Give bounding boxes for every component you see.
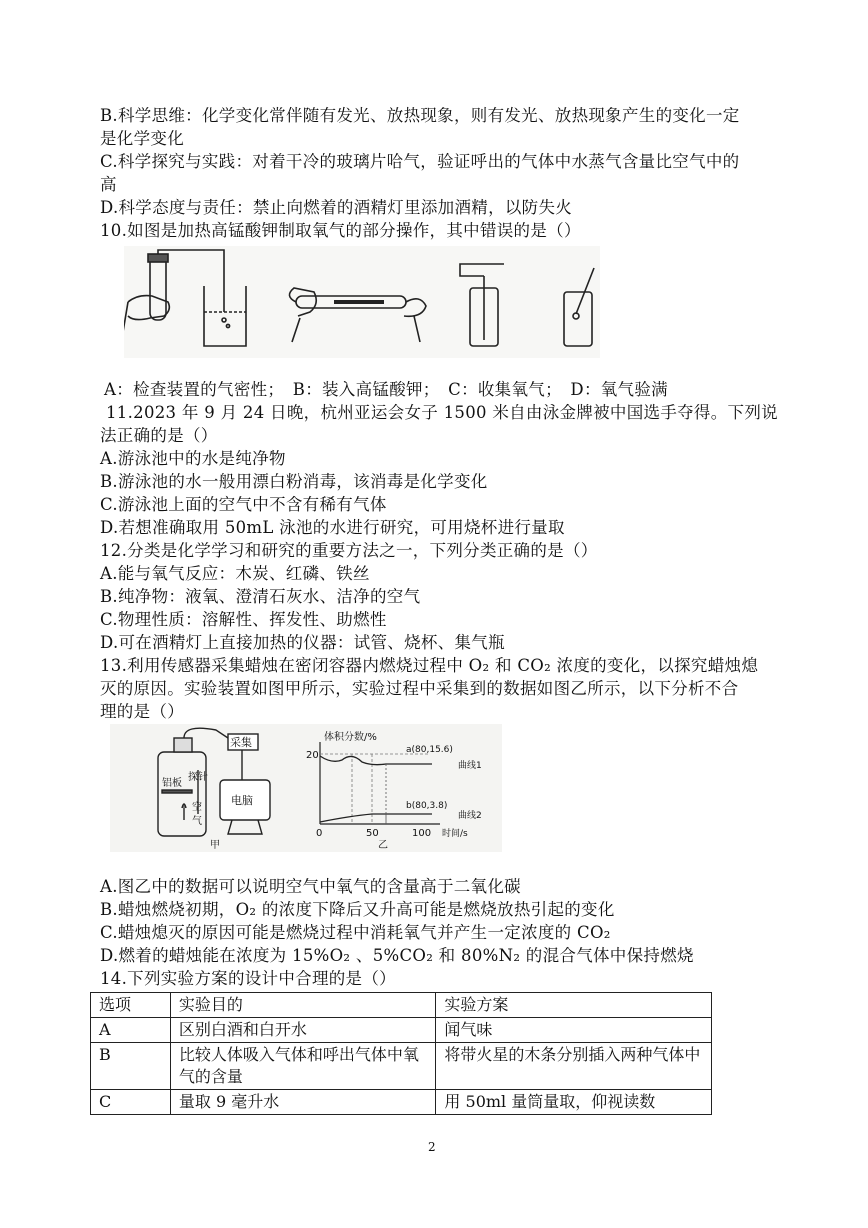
plate-label: 铝板: [162, 778, 182, 789]
question-11-stem: 11.2023 年 9 月 24 日晚，杭州亚运会女子 1500 米自由泳金牌被中国选手夺得。下列说: [106, 403, 778, 422]
option-line: D.可在酒精灯上直接加热的仪器：试管、烧杯、集气瓶: [100, 633, 505, 652]
x-tick-0: 0: [316, 828, 323, 839]
option-line: C.科学探究与实践：对着干冷的玻璃片哈气，验证呼出的气体中水蒸气含量比空气中的: [100, 152, 740, 171]
option-line: A.图乙中的数据可以说明空气中氧气的含量高于二氧化碳: [100, 877, 521, 896]
table-header-row: [91, 993, 712, 1018]
table-header: 实验目的: [170, 993, 436, 1018]
yi-label: 乙: [378, 840, 388, 851]
table-cell: 区别白酒和白开水: [170, 1018, 436, 1043]
y-tick-20: 20: [306, 750, 319, 761]
option-line: 是化学变化: [100, 129, 184, 148]
x-tick-100: 100: [412, 828, 432, 839]
computer-label: 电脑: [231, 794, 253, 807]
option-line: A.游泳池中的水是纯净物: [100, 449, 286, 468]
q13-figure: [110, 724, 502, 852]
question-14-stem: 14.下列实验方案的设计中合理的是（）: [100, 969, 396, 988]
option-line: C.游泳池上面的空气中不含有稀有气体: [100, 495, 387, 514]
collector-label: 采集: [230, 736, 252, 749]
experiment-table: [90, 992, 712, 1115]
x-axis-label: 时间/s: [442, 829, 468, 839]
option-line: B.游泳池的水一般用漂白粉消毒，该消毒是化学变化: [100, 472, 488, 491]
option-line: B.蜡烛燃烧初期，O₂ 的浓度下降后又升高可能是燃烧放热引起的变化: [100, 900, 615, 919]
jia-label: 甲: [210, 840, 220, 851]
y-axis-label: 体积分数/%: [324, 732, 377, 743]
table-cell: 用 50ml 量筒量取，仰视读数: [436, 1090, 712, 1115]
q10-apparatus-figure: [124, 246, 600, 358]
option-line: 高: [100, 175, 117, 194]
option-line: B.科学思维：化学变化常伴随有发光、放热现象，则有发光、放热现象产生的变化一定: [100, 106, 740, 125]
table-header: 选项: [91, 993, 171, 1018]
question-12-stem: 12.分类是化学学习和研究的重要方法之一，下列分类正确的是（）: [100, 541, 598, 560]
question-13-stem: 13.利用传感器采集蜡烛在密闭容器内燃烧过程中 O₂ 和 CO₂ 浓度的变化，以探究蜡烛熄: [100, 656, 759, 675]
table-cell: 将带火星的木条分别插入两种气体中: [436, 1043, 712, 1090]
table-cell: C: [91, 1090, 171, 1115]
question-11-stem: 法正确的是（）: [100, 426, 218, 445]
question-13-stem: 理的是（）: [100, 702, 184, 721]
table-cell: B: [91, 1043, 171, 1090]
question-10-caption: A：检查装置的气密性； B：装入高锰酸钾； C：收集氧气； D：氧气验满: [104, 380, 668, 399]
table-cell: A: [91, 1018, 171, 1043]
table-cell: 量取 9 毫升水: [170, 1090, 436, 1115]
page-number: 2: [428, 1140, 436, 1154]
curve-2-label: 曲线2: [458, 811, 482, 821]
air-label-2: 气: [192, 816, 202, 827]
curve-1-label: 曲线1: [458, 761, 482, 771]
table-header: 实验方案: [436, 993, 712, 1018]
option-line: A.能与氧气反应：木炭、红磷、铁丝: [100, 564, 370, 583]
point-a-label: a(80,15.6): [406, 745, 453, 755]
option-line: D.若想准确取用 50mL 泳池的水进行研究，可用烧杯进行量取: [100, 518, 565, 537]
probe-label: 探针: [188, 772, 208, 783]
table-row: [91, 1018, 712, 1043]
option-line: C.蜡烛熄灭的原因可能是燃烧过程中消耗氧气并产生一定浓度的 CO₂: [100, 923, 611, 942]
table-cell: 闻气味: [436, 1018, 712, 1043]
table-row: [91, 1090, 712, 1115]
question-13-stem: 灭的原因。实验装置如图甲所示，实验过程中采集到的数据如图乙所示，以下分析不合: [100, 679, 739, 698]
option-line: D.燃着的蜡烛能在浓度为 15%O₂ 、5%CO₂ 和 80%N₂ 的混合气体中保持燃烧: [100, 946, 694, 965]
point-b-label: b(80,3.8): [406, 801, 448, 811]
air-label-1: 空: [192, 802, 202, 813]
question-10-stem: 10.如图是加热高锰酸钾制取氧气的部分操作，其中错误的是（）: [100, 221, 581, 240]
option-line: C.物理性质：溶解性、挥发性、助燃性: [100, 610, 387, 629]
table-row: [91, 1043, 712, 1090]
option-line: D.科学态度与责任：禁止向燃着的酒精灯里添加酒精，以防失火: [100, 198, 573, 217]
x-tick-50: 50: [366, 828, 379, 839]
option-line: B.纯净物：液氧、澄清石灰水、洁净的空气: [100, 587, 421, 606]
table-cell: 比较人体吸入气体和呼出气体中氧气的含量: [170, 1043, 436, 1090]
